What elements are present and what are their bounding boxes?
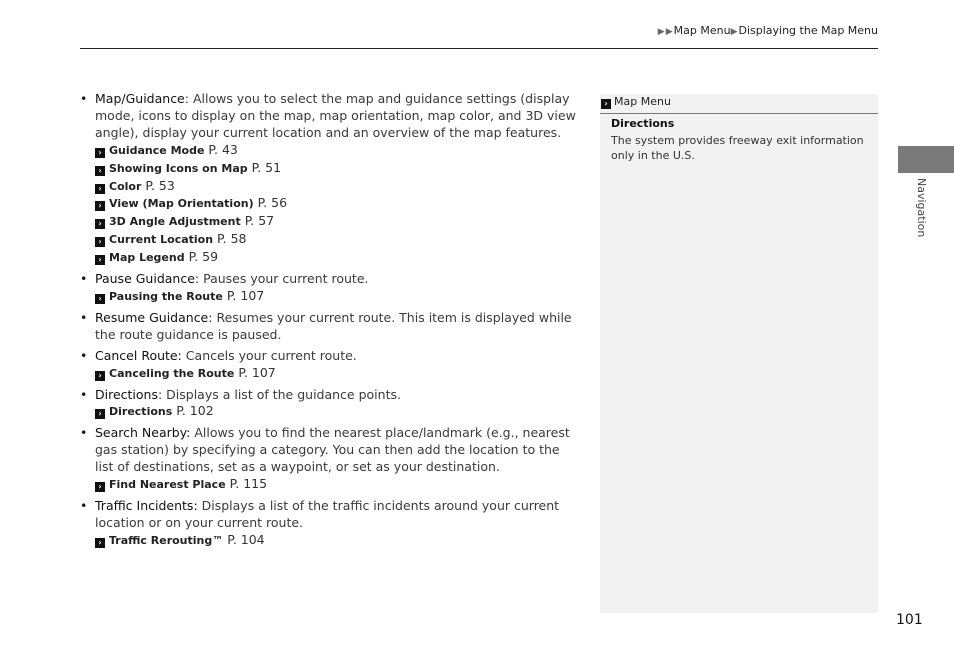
- item-desc: : Pauses your current route.: [194, 271, 369, 287]
- side-note-header: › Map Menu: [600, 94, 878, 114]
- item-desc: : Displays a list of the guidance points.: [157, 386, 401, 402]
- reference-arrow-icon: ›: [95, 538, 105, 548]
- item-text: [95, 348, 580, 365]
- item-term: Directions: [95, 386, 158, 402]
- list-item-resume-guidance: [80, 310, 580, 344]
- reference-arrow-icon: ›: [95, 371, 105, 381]
- reference-arrow-icon: ›: [95, 409, 105, 419]
- cross-reference-link[interactable]: › View (Map Orientation) P. 56: [95, 195, 580, 213]
- reference-arrow-icon: ›: [95, 201, 105, 211]
- cross-reference-link[interactable]: › 3D Angle Adjustment P. 57: [95, 213, 580, 231]
- navigation-section-tab[interactable]: [898, 146, 954, 173]
- item-term: Map/Guidance: [95, 91, 185, 106]
- bullet-icon: •: [80, 386, 88, 402]
- cross-reference-link[interactable]: › Guidance Mode P. 43: [95, 142, 580, 160]
- page-number: 101: [896, 612, 923, 628]
- list-item-cancel-route: [80, 348, 580, 383]
- main-content: [80, 91, 580, 554]
- list-item-directions: [80, 387, 580, 422]
- item-desc: : Allows you to select the map and guidance settings (display mode, icons to display on the map, map orientation, map color, and 3D view angle), display your current location and an overview of the map features.: [95, 91, 576, 140]
- triangle-right-icon: ▶: [730, 27, 738, 37]
- cross-reference-link[interactable]: › Current Location P. 58: [95, 231, 580, 249]
- reference-arrow-icon: ›: [95, 166, 105, 176]
- item-text: [95, 310, 580, 344]
- item-desc: Allows you to find the nearest place/landmark (e.g., nearest gas station) by specifying a category. You can then add the location to the list of destinations, set as a waypoint, or set as your destination.: [95, 425, 570, 475]
- reference-arrow-icon: ›: [95, 294, 105, 304]
- side-note-box: [600, 94, 878, 613]
- reference-arrow-icon: ›: [95, 255, 105, 265]
- list-item-traffic-incidents: [80, 498, 580, 550]
- navigation-tab-label: Navigation: [915, 178, 928, 238]
- item-text: [95, 498, 580, 532]
- item-term: Search Nearby:: [95, 425, 191, 441]
- reference-arrow-icon: ›: [95, 184, 105, 194]
- item-desc: : Resumes your current route. This item is displayed while the route guidance is paused.: [95, 309, 572, 342]
- list-item-map-guidance: [80, 91, 580, 267]
- item-term: Resume Guidance: [95, 309, 209, 325]
- cross-reference-link[interactable]: › Find Nearest Place P. 115: [95, 476, 580, 494]
- item-term: Pause Guidance: [95, 271, 195, 287]
- bullet-icon: •: [80, 91, 88, 106]
- bullet-icon: •: [80, 425, 88, 441]
- cross-reference-link[interactable]: › Color P. 53: [95, 178, 580, 196]
- item-term: Traffic Incidents:: [95, 497, 198, 513]
- item-text: [95, 387, 580, 404]
- breadcrumb: [658, 24, 878, 37]
- cross-reference-link[interactable]: › Canceling the Route P. 107: [95, 365, 580, 383]
- breadcrumb-level1[interactable]: Map Menu: [673, 24, 731, 37]
- cross-reference-link[interactable]: › Map Legend P. 59: [95, 249, 580, 267]
- side-note-title: Directions: [611, 117, 675, 130]
- triangle-right-icon: ▶: [657, 27, 665, 37]
- breadcrumb-level2: Displaying the Map Menu: [738, 24, 878, 37]
- reference-arrow-icon: ›: [95, 482, 105, 492]
- item-text: [95, 91, 580, 142]
- item-text: [95, 271, 580, 288]
- list-item-search-nearby: [80, 425, 580, 494]
- reference-arrow-icon: ›: [95, 148, 105, 158]
- bullet-icon: •: [80, 497, 88, 513]
- list-item-pause-guidance: [80, 271, 580, 306]
- cross-reference-link[interactable]: › Traffic Rerouting™ P. 104: [95, 532, 580, 550]
- triangle-right-icon: ▶: [665, 27, 673, 37]
- bullet-icon: •: [80, 347, 88, 363]
- cross-reference-link[interactable]: › Pausing the Route P. 107: [95, 288, 580, 306]
- cross-reference-link[interactable]: › Directions P. 102: [95, 403, 580, 421]
- item-term: Cancel Route:: [95, 347, 182, 363]
- bullet-icon: •: [80, 271, 88, 287]
- bullet-icon: •: [80, 309, 88, 325]
- item-text: [95, 425, 580, 476]
- header-rule: [80, 48, 878, 49]
- side-note-text: The system provides freeway exit information only in the U.S.: [611, 134, 864, 162]
- cross-reference-link[interactable]: › Showing Icons on Map P. 51: [95, 160, 580, 178]
- item-desc: Displays a list of the traffic incidents around your current location or on your current route.: [95, 497, 560, 530]
- reference-arrow-icon: ›: [601, 99, 611, 109]
- reference-arrow-icon: ›: [95, 237, 105, 247]
- reference-arrow-icon: ›: [95, 219, 105, 229]
- item-desc: Cancels your current route.: [181, 347, 357, 363]
